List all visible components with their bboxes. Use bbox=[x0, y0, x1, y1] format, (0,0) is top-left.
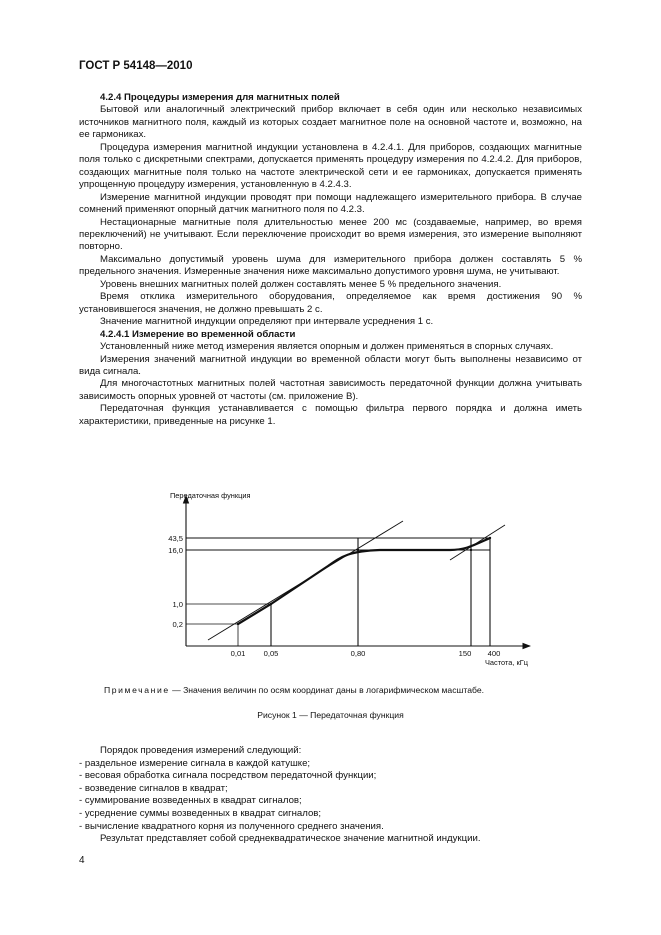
x-tick-label: 0,01 bbox=[230, 649, 246, 658]
list-item: - вычисление квадратного корня из полученного среднего значения. bbox=[79, 820, 384, 832]
paragraph: Измерения значений магнитной индукции во временной области могут быть выполнены независимо от вида сигнала. bbox=[79, 353, 582, 377]
list-item: - весовая обработка сигнала посредством передаточной функции; bbox=[79, 770, 377, 782]
figure-caption: Рисунок 1 — Передаточная функция bbox=[257, 710, 404, 720]
list-item: - усреднение суммы возведенных в квадрат сигналов; bbox=[79, 807, 322, 819]
paragraph: Передаточная функция устанавливается с помощью фильтра первого порядка и должна иметь характеристики, приведенные на рисунке 1. bbox=[79, 403, 582, 427]
y-tick-label: 1,0 bbox=[172, 600, 183, 609]
paragraph: Для многочастотных магнитных полей частотная зависимость передаточной функции должна учитывать зависимость опорных уровней от частоты (см. приложение В). bbox=[79, 378, 582, 402]
list-result: Результат представляет собой среднеквадратическое значение магнитной индукции. bbox=[100, 833, 481, 845]
paragraph: Бытовой или аналогичный электрический прибор включает в себя один или несколько независимых источников магнитного поля, каждый из которых создает магнитное поле на основной частоте и, возможно, на ее гармониках. bbox=[79, 104, 582, 141]
transfer-function-curve bbox=[238, 538, 490, 624]
data-point bbox=[237, 623, 239, 625]
note-text: — Значения величин по осям координат даны в логарифмическом масштабе. bbox=[169, 685, 485, 695]
page-number: 4 bbox=[79, 855, 85, 866]
data-point bbox=[470, 549, 472, 551]
list-item: - возведение сигналов в квадрат; bbox=[79, 782, 228, 794]
x-tick-label: 0,80 bbox=[350, 649, 366, 658]
x-tick-label: 0,05 bbox=[263, 649, 279, 658]
y-tick-label: 43,5 bbox=[168, 534, 183, 543]
figure-note bbox=[104, 685, 484, 695]
section-heading: 4.2.4 Процедуры измерения для магнитных полей bbox=[100, 92, 340, 103]
paragraph: Уровень внешних магнитных полей должен составлять менее 5 % предельного значения. bbox=[100, 278, 502, 290]
paragraph: Измерение магнитной индукции проводят при помощи надлежащего измерительного прибора. В случае сомнений применяют опорный датчик магнитного поля по 4.2.3. bbox=[79, 191, 582, 216]
paragraph: Максимально допустимый уровень шума для измерительного прибора должен составлять 5 % предельного значения. Измеренные значения ниже максимально допустимого уровня шума, не учитывают. bbox=[79, 253, 582, 278]
data-point bbox=[357, 549, 359, 551]
x-axis-label: Частота, кГц bbox=[485, 658, 528, 667]
y-tick-label: 0,2 bbox=[172, 620, 183, 629]
y-tick-label: 16,0 bbox=[168, 546, 183, 555]
procedure-list bbox=[79, 745, 582, 846]
y-axis-label: Передаточная функция bbox=[170, 491, 251, 500]
list-item: - раздельное измерение сигнала в каждой катушке; bbox=[79, 757, 311, 769]
data-point bbox=[270, 603, 272, 605]
x-tick-label: 150 bbox=[458, 649, 472, 658]
x-tick-label: 400 bbox=[487, 649, 501, 658]
transfer-function-chart bbox=[150, 488, 550, 673]
subsection-heading: 4.2.4.1 Измерение во временной области bbox=[100, 328, 296, 340]
paragraph: Значение магнитной индукции определяют при интервале усреднения 1 с. bbox=[100, 316, 434, 328]
list-intro: Порядок проведения измерений следующий: bbox=[100, 745, 302, 756]
list-item: - суммирование возведенных в квадрат сигналов; bbox=[79, 795, 302, 807]
paragraph: Установленный ниже метод измерения является опорным и должен применяться в спорных случаях. bbox=[100, 341, 554, 353]
paragraph: Нестационарные магнитные поля длительностью менее 200 мс (создаваемые, например, во время переключений) не учитывают. Если переключение происходит во время измерения, это измерение выполняют повторно. bbox=[79, 216, 582, 253]
paragraph: Время отклика измерительного оборудования, определяемое как время достижения 90 % установившегося значения, не должно превышать 2 с. bbox=[79, 291, 582, 315]
paragraph: Процедура измерения магнитной индукции установлена в 4.2.4.1. Для приборов, создающих магнитные поля только с дискретными спектрами, допускается применять процедуру измерения по 4.2.4.2. Для приборов, создающих магнитные поля только на частоте электрической сети и ее гармониках, допускается применять упрощенную процедуру измерения, установленную в 4.2.4.3. bbox=[79, 141, 582, 191]
document-header: ГОСТ Р 54148—2010 bbox=[79, 60, 193, 72]
data-point bbox=[489, 537, 491, 539]
body-text bbox=[79, 92, 582, 428]
note-prefix: Примечание bbox=[104, 685, 170, 695]
